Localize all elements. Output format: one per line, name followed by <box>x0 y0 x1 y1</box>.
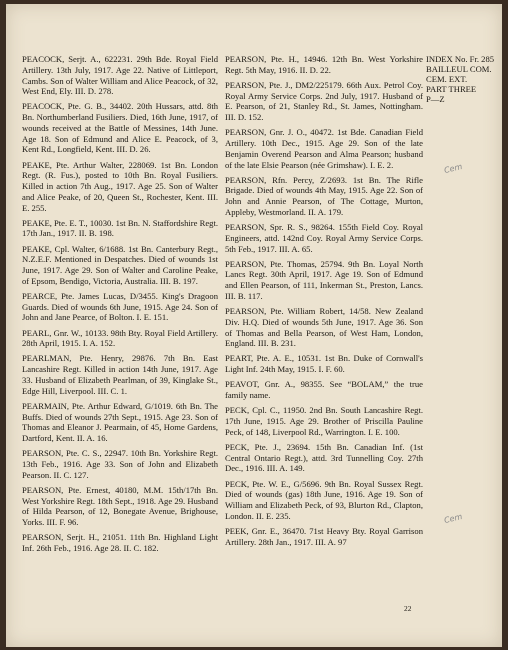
register-entry: PEAKE, Pte. E. T., 10030. 1st Bn. N. Staffordshire Regt. 17th Jan., 1917. II. B. 198. <box>22 217 218 239</box>
header-line: CEM. EXT. <box>426 74 468 84</box>
register-entry: PECK, Pte. J., 23694. 15th Bn. Canadian Inf. (1st Central Ontario Regt.), attd. 3rd Tunnelling Coy. 27th Dec., 1916. III. A. 149. <box>225 441 423 474</box>
pencil-annotation: Cem <box>443 511 464 526</box>
register-entry: PECK, Cpl. C., 11950. 2nd Bn. South Lancashire Regt. 17th June, 1915. Age 29. Brother of Priscilla Pauline Peck, of 148, Liverpool Rd., Warrington. I. E. 100. <box>225 405 423 437</box>
header-line: BAILLEUL COM. <box>426 64 492 74</box>
register-entry: PEARSON, Pte. C. S., 22947. 10th Bn. Yorkshire Regt. 13th Feb., 1916. Age 33. Son of John and Elizabeth Pearson. II. C. 127. <box>22 448 218 480</box>
pencil-annotation: Cem <box>443 161 464 176</box>
left-column <box>22 54 218 558</box>
register-entry: PEARSON, Pte. Ernest, 40180, M.M. 15th/17th Bn. West Yorkshire Regt. 18th Sept., 1918. Age 29. Husband of Hilda Pearson, of 12, Bonegate Avenue, Brighouse, Yorks. III. F. 96. <box>22 484 218 528</box>
register-entry: PEAKE, Pte. Arthur Walter, 228069. 1st Bn. London Regt. (R. Fus.), posted to 10th Bn. Royal Fusiliers. Killed in action 7th Aug., 1917. Age 25. Son of Walter and Alice Peake, of 20, Queen St., Rochester, Kent. III. E. 255. <box>22 159 218 213</box>
header-line: INDEX No. Fr. 285 <box>426 54 495 64</box>
register-entry: PEAKE, Cpl. Walter, 6/1688. 1st Bn. Canterbury Regt., N.Z.E.F. Mentioned in Despatches. Died of wounds 1st June, 1917. Age 29. Son of Walter and Caroline Peake, of Epsom, Bendigo, Victoria, Australia. III. B. 197. <box>22 243 218 286</box>
index-header <box>426 54 502 104</box>
page-number: 22 <box>404 604 412 613</box>
register-page <box>6 4 502 647</box>
register-entry: PEARCE, Pte. James Lucas, D/3455. King's Dragoon Guards. Died of wounds 6th June, 1915. Age 24. Son of John and Jane Pearce, of Bolton. I. E. 151. <box>22 290 218 323</box>
register-entry: PEARSON, Spr. R. S., 98264. 155th Field Coy. Royal Engineers, attd. 142nd Coy. Royal Army Service Corps. 5th Feb., 1917. III. A. 65. <box>225 222 423 254</box>
register-entry: PEARSON, Gnr. J. O., 40472. 1st Bde. Canadian Field Artillery. 10th Dec., 1915. Age 29. Son of the late Benjamin Overend Pearson and Alma Pearson; husband of the late Elsie Pearson (née Grimshaw). I. E. 2. <box>225 127 423 170</box>
register-entry: PECK, Pte. W. E., G/5696. 9th Bn. Royal Sussex Regt. Died of wounds (gas) 18th June, 1916. Age 19. Son of William and Elizabeth Peck, of 93, Blurton Rd., Clapton, London. II. E. 235. <box>225 478 423 521</box>
register-entry: PEART, Pte. A. E., 10531. 1st Bn. Duke of Cornwall's Light Inf. 24th May, 1915. I. F. 60. <box>225 353 423 375</box>
register-entry: PEARSON, Pte. J., DM2/225179. 66th Aux. Petrol Coy. Royal Army Service Corps. 2nd July, 1917. Husband of E. Pearson, of 21, Stanley Rd., St. James, Nottingham. III. D. 152. <box>225 79 423 123</box>
register-entry: PEARSON, Pte. Thomas, 25794. 9th Bn. Loyal North Lancs Regt. 30th April, 1917. Age 19. Son of Edmund and Ellen Pearson, of 111, Inkerman St., Preston, Lancs. III. B. 117. <box>225 258 423 301</box>
right-column <box>225 54 423 552</box>
register-entry: PEARLMAN, Pte. Henry, 29876. 7th Bn. East Lancashire Regt. Killed in action 14th June, 1917. Age 33. Husband of Elizabeth Pearlman, of 39, Kinglake St., Edge Hill, Liverpool. III. C. 1. <box>22 353 218 396</box>
register-entry: PEACOCK, Serjt. A., 622231. 29th Bde. Royal Field Artillery. 13th July, 1917. Age 22. Native of Littleport, Cambs. Son of Walter William and Alice Peacock, of 32, West End, Ely. III. D. 278. <box>22 54 218 97</box>
register-entry: PEARSON, Serjt. H., 21051. 11th Bn. Highland Light Inf. 26th Feb., 1916. Age 28. II. C. 182. <box>22 532 218 554</box>
register-entry: PEARSON, Pte. H., 14946. 12th Bn. West Yorkshire Regt. 5th May, 1916. II. D. 22. <box>225 54 423 75</box>
register-entry: PEARSON, Rfn. Percy, Z/2693. 1st Bn. The Rifle Brigade. Died of wounds 4th May, 1915. Age 22. Son of John and Annie Pearson, of The Cottage, Murton, Appleby, Westmorland. II. A. 179. <box>225 174 423 217</box>
header-line: P—Z <box>426 94 445 104</box>
header-line: PART THREE <box>426 84 477 94</box>
register-entry: PEAVOT, Gnr. A., 98355. See “BOLAM,” the true family name. <box>225 379 423 401</box>
register-entry: PEEK, Gnr. E., 36470. 71st Heavy Bty. Royal Garrison Artillery. 28th Jan., 1917. III. A. 97 <box>225 525 423 547</box>
register-entry: PEARSON, Pte. William Robert, 14/58. New Zealand Div. H.Q. Died of wounds 5th June, 1917. Age 36. Son of Thomas and Bella Pearson, of West Ham, London, England. III. B. 231. <box>225 306 423 349</box>
register-entry: PEARL, Gnr. W., 10133. 98th Bty. Royal Field Artillery. 28th April, 1915. I. A. 152. <box>22 327 218 349</box>
register-entry: PEACOCK, Pte. G. B., 34402. 20th Hussars, attd. 8th Bn. Northumberland Fusiliers. Died, 16th June, 1917, of wounds received at the Battle of Messines, 14th June. Age 18. Son of Edmund and Alice E. Peacock, of 3, Kent Rd., Longfield, Kent. III. D. 26. <box>22 101 218 155</box>
register-entry: PEARMAIN, Pte. Arthur Edward, G/1019. 6th Bn. The Buffs. Died of wounds 27th Sept., 1915. Age 23. Son of Thomas and Eleanor J. Pearmain, of 45, Home Gardens, Dartford, Kent. II. A. 16. <box>22 400 218 444</box>
